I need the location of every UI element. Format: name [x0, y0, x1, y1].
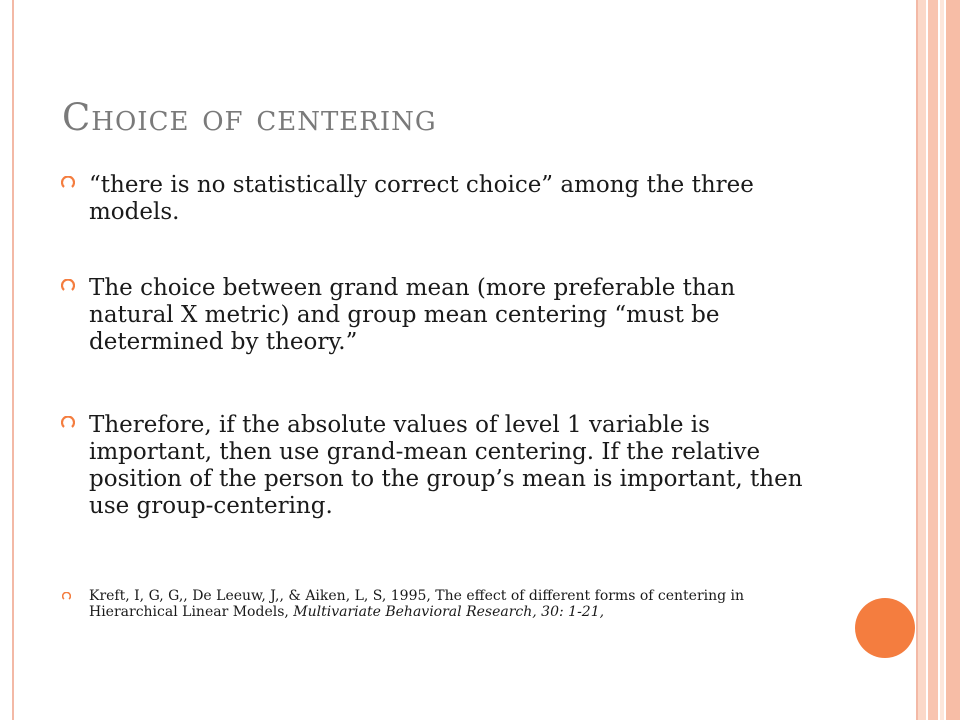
orange-circle-decoration: [855, 598, 915, 658]
bullet-text: Therefore, if the absolute values of level 1 variable is important, then use grand-mean centering. If the relative position of the person to the group’s mean is important, then use group-centering.: [89, 412, 803, 519]
bullet-ring-icon: [61, 416, 75, 430]
stripe: [928, 0, 938, 720]
bullet-text: “there is no statistically correct choice” among the three models.: [89, 172, 754, 225]
slide-title: Choice of centering: [62, 96, 437, 139]
bullet-text: The choice between grand mean (more preferable than natural X metric) and group mean centering “must be determined by theory.”: [89, 275, 736, 355]
reference-text: Kreft, I, G, G,, De Leeuw, J,, & Aiken, L, S, 1995, The effect of different forms of centering in Hierarchical Linear Models,: [89, 588, 745, 620]
slide-content: [60, 172, 805, 620]
bullet-item: [60, 412, 805, 520]
stripe: [918, 0, 926, 720]
bullet-item: [60, 275, 805, 356]
reference-journal: Multivariate Behavioral Research, 30: 1-21,: [293, 604, 605, 620]
bullet-ring-icon: [61, 279, 75, 293]
bullet-ring-icon: [61, 176, 75, 190]
stripe: [946, 0, 960, 720]
bullet-ring-icon: [62, 592, 71, 601]
reference-item: [60, 588, 805, 620]
bullet-item: [60, 172, 805, 226]
stripe: [940, 0, 944, 720]
decorative-stripes: [918, 0, 960, 720]
